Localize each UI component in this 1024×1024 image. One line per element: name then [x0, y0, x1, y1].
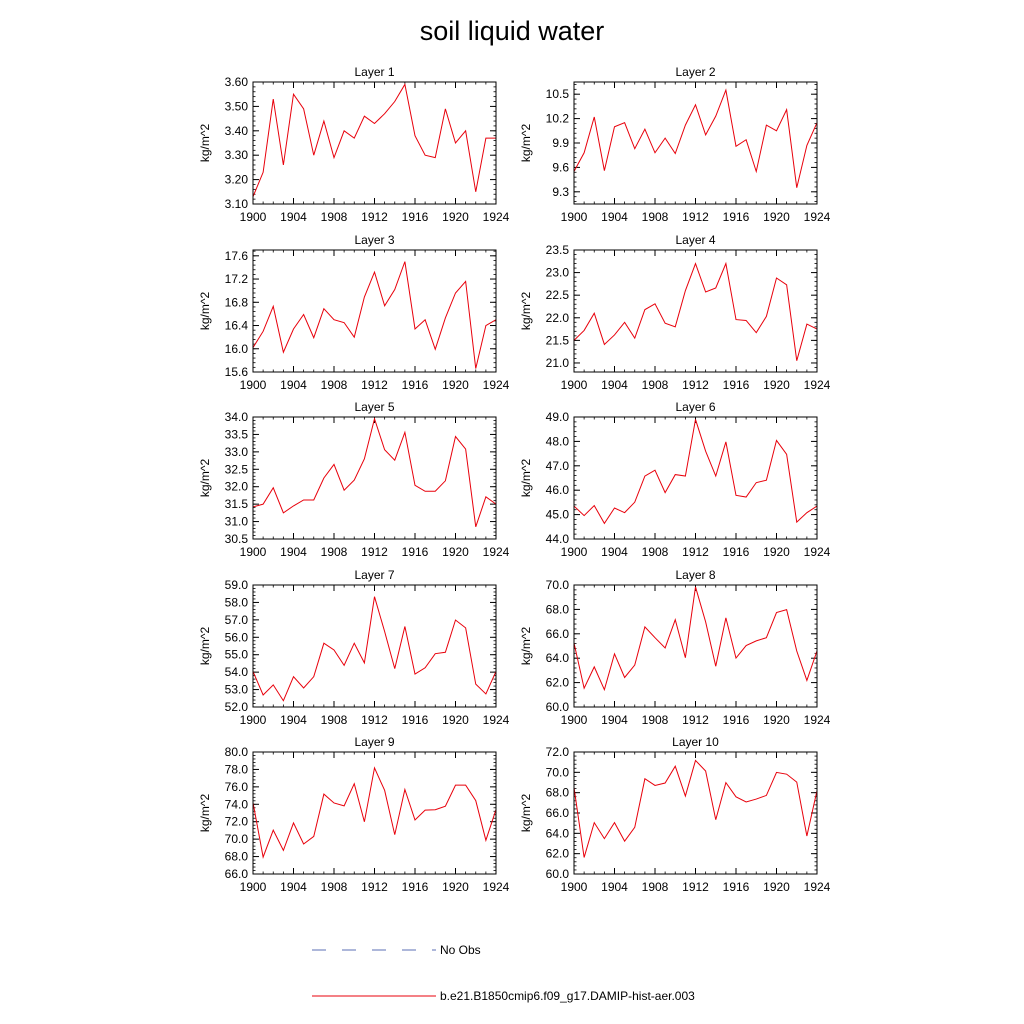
y-tick-label: 53.0: [224, 682, 248, 697]
series-line: [253, 419, 496, 527]
panel-layer-9: [198, 735, 510, 894]
y-tick-label: 16.0: [224, 341, 248, 356]
x-tick-label: 1904: [601, 713, 628, 727]
y-tick-label: 68.0: [224, 849, 248, 864]
y-tick-label: 33.0: [224, 444, 248, 459]
y-tick-label: 56.0: [224, 630, 248, 645]
panel-title: Layer 2: [675, 65, 716, 79]
y-tick-label: 21.0: [545, 355, 569, 370]
x-tick-label: 1912: [361, 545, 388, 559]
x-tick-label: 1908: [641, 880, 669, 894]
x-tick-label: 1924: [803, 880, 831, 894]
x-tick-label: 1904: [601, 545, 628, 559]
x-tick-label: 1912: [682, 880, 709, 894]
figure-title: soil liquid water: [419, 16, 605, 46]
x-tick-label: 1916: [722, 378, 750, 392]
y-tick-label: 66.0: [545, 806, 569, 820]
y-tick-label: 62.0: [545, 846, 569, 861]
y-tick-label: 72.0: [224, 814, 248, 829]
y-tick-label: 76.0: [224, 779, 248, 794]
y-tick-label: 15.6: [224, 365, 248, 379]
y-tick-label: 66.0: [224, 867, 248, 881]
y-tick-label: 58.0: [224, 595, 248, 610]
panel-title: Layer 4: [675, 233, 716, 247]
panel-title: Layer 7: [354, 568, 395, 582]
y-tick-label: 34.0: [224, 410, 248, 424]
x-tick-label: 1920: [442, 378, 469, 392]
x-tick-label: 1900: [560, 378, 588, 392]
y-axis-label: kg/m^2: [198, 291, 212, 331]
panel-layer-4: [519, 233, 831, 392]
y-tick-label: 52.0: [224, 700, 248, 714]
y-axis-label: kg/m^2: [519, 291, 533, 331]
series-line: [253, 597, 496, 701]
y-tick-label: 10.5: [545, 87, 569, 102]
x-tick-label: 1924: [482, 378, 510, 392]
y-tick-label: 55.0: [224, 647, 248, 662]
y-tick-label: 31.5: [224, 497, 248, 512]
plot-frame: [253, 417, 496, 539]
panels: [198, 65, 831, 894]
x-tick-label: 1916: [722, 210, 750, 224]
y-tick-label: 30.5: [224, 532, 248, 546]
y-tick-label: 17.2: [224, 272, 248, 287]
y-tick-label: 49.0: [545, 410, 569, 424]
y-tick-label: 45.0: [545, 507, 569, 522]
y-tick-label: 3.50: [224, 99, 248, 114]
panel-title: Layer 1: [354, 65, 395, 79]
y-tick-label: 62.0: [545, 675, 569, 690]
series-line: [574, 419, 817, 523]
x-tick-label: 1904: [280, 545, 307, 559]
x-tick-label: 1900: [239, 210, 267, 224]
panel-layer-10: [519, 735, 831, 894]
x-tick-label: 1908: [320, 378, 348, 392]
y-tick-label: 3.10: [224, 197, 248, 211]
panel-title: Layer 5: [354, 400, 395, 414]
y-tick-label: 22.0: [545, 310, 569, 325]
x-tick-label: 1920: [763, 378, 790, 392]
plot-frame: [574, 585, 817, 707]
plot-frame: [253, 250, 496, 372]
series-line: [574, 90, 817, 188]
series-line: [574, 264, 817, 361]
x-tick-label: 1924: [803, 210, 831, 224]
y-tick-label: 23.5: [545, 243, 569, 257]
y-tick-label: 57.0: [224, 612, 248, 627]
x-tick-label: 1908: [320, 210, 348, 224]
x-tick-label: 1924: [482, 713, 510, 727]
y-tick-label: 74.0: [224, 797, 248, 812]
y-tick-label: 23.0: [545, 265, 569, 280]
y-axis-label: kg/m^2: [519, 458, 533, 498]
x-tick-label: 1916: [722, 713, 750, 727]
y-tick-label: 64.0: [545, 651, 569, 666]
y-axis-label: kg/m^2: [198, 458, 212, 498]
x-tick-label: 1912: [361, 378, 388, 392]
x-tick-label: 1916: [401, 880, 429, 894]
y-tick-label: 21.5: [545, 333, 569, 348]
legend: [312, 943, 695, 1003]
panel-layer-2: [519, 65, 831, 224]
x-tick-label: 1904: [280, 378, 307, 392]
x-tick-label: 1912: [682, 378, 709, 392]
series-line: [574, 760, 817, 857]
plot-frame: [253, 585, 496, 707]
y-tick-label: 80.0: [224, 745, 248, 759]
x-tick-label: 1900: [239, 378, 267, 392]
y-tick-label: 64.0: [545, 826, 569, 841]
x-tick-label: 1912: [682, 713, 709, 727]
y-tick-label: 70.0: [545, 765, 569, 780]
y-tick-label: 9.6: [552, 160, 569, 175]
x-tick-label: 1916: [401, 378, 429, 392]
plot-frame: [574, 752, 817, 874]
x-tick-label: 1900: [560, 713, 588, 727]
y-tick-label: 16.4: [224, 318, 248, 333]
x-tick-label: 1912: [361, 210, 388, 224]
x-tick-label: 1900: [560, 545, 588, 559]
x-tick-label: 1900: [239, 880, 267, 894]
x-tick-label: 1904: [601, 210, 628, 224]
x-tick-label: 1904: [280, 210, 307, 224]
x-tick-label: 1920: [442, 545, 469, 559]
x-tick-label: 1916: [722, 545, 750, 559]
x-tick-label: 1920: [763, 880, 790, 894]
panel-layer-3: [198, 233, 510, 392]
panel-layer-6: [519, 400, 831, 559]
panel-layer-7: [198, 568, 510, 727]
series-line: [574, 587, 817, 690]
y-tick-label: 16.8: [224, 295, 248, 310]
y-axis-label: kg/m^2: [198, 123, 212, 163]
x-tick-label: 1908: [320, 880, 348, 894]
y-tick-label: 9.3: [552, 184, 569, 199]
x-tick-label: 1924: [803, 713, 831, 727]
y-tick-label: 54.0: [224, 665, 248, 680]
x-tick-label: 1904: [280, 880, 307, 894]
x-tick-label: 1912: [361, 880, 388, 894]
x-tick-label: 1920: [763, 545, 790, 559]
panel-title: Layer 3: [354, 233, 395, 247]
plot-frame: [574, 250, 817, 372]
x-tick-label: 1900: [239, 545, 267, 559]
x-tick-label: 1912: [682, 545, 709, 559]
panel-title: Layer 8: [675, 568, 716, 582]
panel-title: Layer 6: [675, 400, 716, 414]
y-tick-label: 60.0: [545, 700, 569, 714]
series-line: [253, 84, 496, 196]
x-tick-label: 1908: [641, 545, 669, 559]
x-tick-label: 1908: [641, 713, 669, 727]
x-tick-label: 1924: [482, 545, 510, 559]
y-tick-label: 70.0: [224, 832, 248, 847]
plot-frame: [574, 417, 817, 539]
panel-title: Layer 9: [354, 735, 395, 749]
y-tick-label: 31.0: [224, 514, 248, 529]
y-tick-label: 78.0: [224, 762, 248, 777]
plot-frame: [253, 82, 496, 204]
x-tick-label: 1908: [641, 378, 669, 392]
x-tick-label: 1924: [482, 880, 510, 894]
y-tick-label: 10.2: [545, 111, 569, 126]
legend-obs-label: No Obs: [440, 943, 481, 957]
y-axis-label: kg/m^2: [519, 793, 533, 833]
panel-layer-5: [198, 400, 510, 559]
panel-layer-1: [198, 65, 510, 224]
x-tick-label: 1920: [442, 713, 469, 727]
y-tick-label: 32.5: [224, 462, 248, 477]
x-tick-label: 1900: [560, 880, 588, 894]
x-tick-label: 1900: [560, 210, 588, 224]
x-tick-label: 1904: [280, 713, 307, 727]
x-tick-label: 1908: [320, 545, 348, 559]
x-tick-label: 1912: [682, 210, 709, 224]
y-tick-label: 48.0: [545, 434, 569, 449]
y-tick-label: 3.40: [224, 123, 248, 138]
x-tick-label: 1904: [601, 378, 628, 392]
y-tick-label: 66.0: [545, 626, 569, 641]
x-tick-label: 1920: [442, 210, 469, 224]
y-axis-label: kg/m^2: [198, 626, 212, 666]
y-tick-label: 60.0: [545, 867, 569, 881]
x-tick-label: 1916: [722, 880, 750, 894]
y-axis-label: kg/m^2: [519, 626, 533, 666]
y-tick-label: 9.9: [552, 136, 569, 150]
x-tick-label: 1908: [320, 713, 348, 727]
series-line: [253, 768, 496, 857]
y-tick-label: 59.0: [224, 578, 248, 592]
x-tick-label: 1920: [763, 713, 790, 727]
x-tick-label: 1916: [401, 210, 429, 224]
x-tick-label: 1920: [442, 880, 469, 894]
x-tick-label: 1916: [401, 545, 429, 559]
y-tick-label: 70.0: [545, 578, 569, 592]
x-tick-label: 1924: [482, 210, 510, 224]
y-tick-label: 3.30: [224, 148, 248, 163]
x-tick-label: 1912: [361, 713, 388, 727]
y-axis-label: kg/m^2: [519, 123, 533, 163]
y-tick-label: 17.6: [224, 248, 248, 263]
y-tick-label: 68.0: [545, 602, 569, 617]
y-tick-label: 3.20: [224, 172, 248, 187]
x-tick-label: 1900: [239, 713, 267, 727]
y-tick-label: 33.5: [224, 427, 248, 442]
legend-model-label: b.e21.B1850cmip6.f09_g17.DAMIP-hist-aer.003: [440, 989, 695, 1003]
y-tick-label: 72.0: [545, 745, 569, 759]
panel-title: Layer 10: [672, 735, 719, 749]
x-tick-label: 1916: [401, 713, 429, 727]
y-tick-label: 68.0: [545, 785, 569, 800]
y-tick-label: 46.0: [545, 483, 569, 498]
y-tick-label: 3.60: [224, 75, 248, 89]
x-tick-label: 1924: [803, 378, 831, 392]
panel-layer-8: [519, 568, 831, 727]
x-tick-label: 1904: [601, 880, 628, 894]
series-line: [253, 262, 496, 369]
y-tick-label: 22.5: [545, 288, 569, 303]
y-axis-label: kg/m^2: [198, 793, 212, 833]
y-tick-label: 44.0: [545, 532, 569, 546]
x-tick-label: 1908: [641, 210, 669, 224]
x-tick-label: 1924: [803, 545, 831, 559]
x-tick-label: 1920: [763, 210, 790, 224]
y-tick-label: 47.0: [545, 458, 569, 473]
y-tick-label: 32.0: [224, 479, 248, 494]
